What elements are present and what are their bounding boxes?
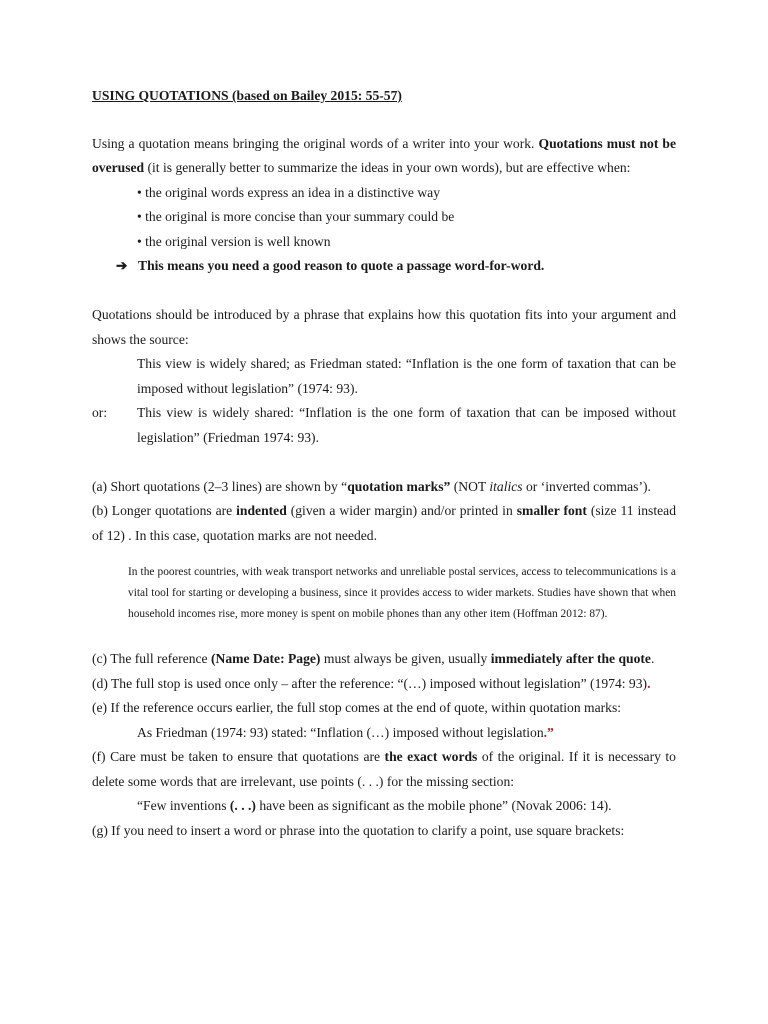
rule-d-text: (d) The full stop is used once only – after the reference: “(…) imposed without legislation” (1974: 93) xyxy=(92,675,648,691)
example-2-row xyxy=(92,401,676,450)
rule-d xyxy=(92,672,676,697)
rule-b-text: (given a wider margin) and/or printed in xyxy=(286,503,517,518)
intro2-paragraph: Quotations should be introduced by a phrase that explains how this quotation fits into your argument and shows the source: xyxy=(92,307,676,347)
rule-a-bold: quotation marks” xyxy=(347,478,451,494)
arrow-note-text: This means you need a good reason to quote a passage word-for-word. xyxy=(138,258,545,273)
arrow-note xyxy=(92,254,676,279)
rule-a xyxy=(92,475,676,500)
rule-f xyxy=(92,745,676,794)
rule-a-text: (a) Short quotations (2–3 lines) are shown by “ xyxy=(92,478,348,494)
page-title: USING QUOTATIONS (based on Bailey 2015: 55-57) xyxy=(92,88,402,103)
rule-a-text: or ‘inverted commas’). xyxy=(522,478,651,494)
rule-a-italic: italics xyxy=(489,478,523,494)
rule-b-bold: indented xyxy=(236,503,287,518)
bullet-item: • the original words express an idea in a distinctive way xyxy=(137,184,440,200)
intro-text-1: Using a quotation means bringing the original words of a writer into your work. xyxy=(92,135,539,151)
rule-b xyxy=(92,499,676,548)
or-label: or: xyxy=(92,405,108,420)
rule-f-text: (f) Care must be taken to ensure that quotations are xyxy=(92,749,385,764)
rule-f-text: of the original. If it is necessary to delete some words that are irrelevant, use points (. . .) for the missing section: xyxy=(92,749,676,789)
rule-e: (e) If the reference occurs earlier, the full stop comes at the end of quote, within quotation marks: xyxy=(92,700,622,715)
example-2: This view is widely shared: “Inflation is the one form of taxation that can be imposed without legislation” (Friedman 1974: 93). xyxy=(137,405,676,445)
intro-text-2: (it is generally better to summarize the ideas in your own words), but are effective when: xyxy=(144,160,631,175)
rule-b-text: (size 11 instead of 12) . In this case, quotation marks are not needed. xyxy=(92,503,676,543)
intro-bold: Quotations must not be overused xyxy=(92,135,676,175)
rule-c-text: (c) The full reference xyxy=(92,651,211,666)
rule-c-bold: (Name Date: Page) xyxy=(211,651,321,666)
rule-c-bold: immediately after the quote xyxy=(490,651,651,666)
example-1: This view is widely shared; as Friedman stated: “Inflation is the one form of taxation that can be imposed without legislation” (1974: 93). xyxy=(137,356,676,396)
block-quote: In the poorest countries, with weak transport networks and unreliable postal services, access to telecommunications is a vital tool for starting or developing a business, since it provides access to wider markets. Studies have shown that when household incomes rise, more money is spent on mobile phones than any other item (Hoffman 2012: 87). xyxy=(128,566,676,620)
rule-c-text: . xyxy=(650,651,655,666)
example-f-text: have been as significant as the mobile phone” (Novak 2006: 14). xyxy=(255,798,612,813)
bullet-item: • the original is more concise than your summary could be xyxy=(137,209,455,224)
example-f-text: “Few inventions xyxy=(137,798,230,813)
rule-a-text: (NOT xyxy=(450,478,490,494)
example-e xyxy=(92,721,676,746)
bullet-item: • the original version is well known xyxy=(137,233,331,249)
intro-paragraph xyxy=(92,132,676,181)
rule-c-text: must always be given, usually xyxy=(320,651,491,666)
rule-f-bold: the exact words xyxy=(384,749,478,764)
rule-b-bold: smaller font xyxy=(516,503,587,518)
rule-d-red-stop: . xyxy=(647,675,651,691)
rule-c xyxy=(92,647,676,672)
arrow-right-icon: ➔ xyxy=(116,258,128,273)
example-f-bold: (. . .) xyxy=(229,798,256,813)
rule-b-text: (b) Longer quotations are xyxy=(92,503,237,518)
example-f xyxy=(92,794,676,819)
example-e-red-stop: .” xyxy=(543,724,554,740)
document-page xyxy=(92,84,676,843)
example-e-text: As Friedman (1974: 93) stated: “Inflation (…) imposed without legislation xyxy=(137,724,544,740)
rule-g: (g) If you need to insert a word or phrase into the quotation to clarify a point, use square brackets: xyxy=(92,822,625,838)
